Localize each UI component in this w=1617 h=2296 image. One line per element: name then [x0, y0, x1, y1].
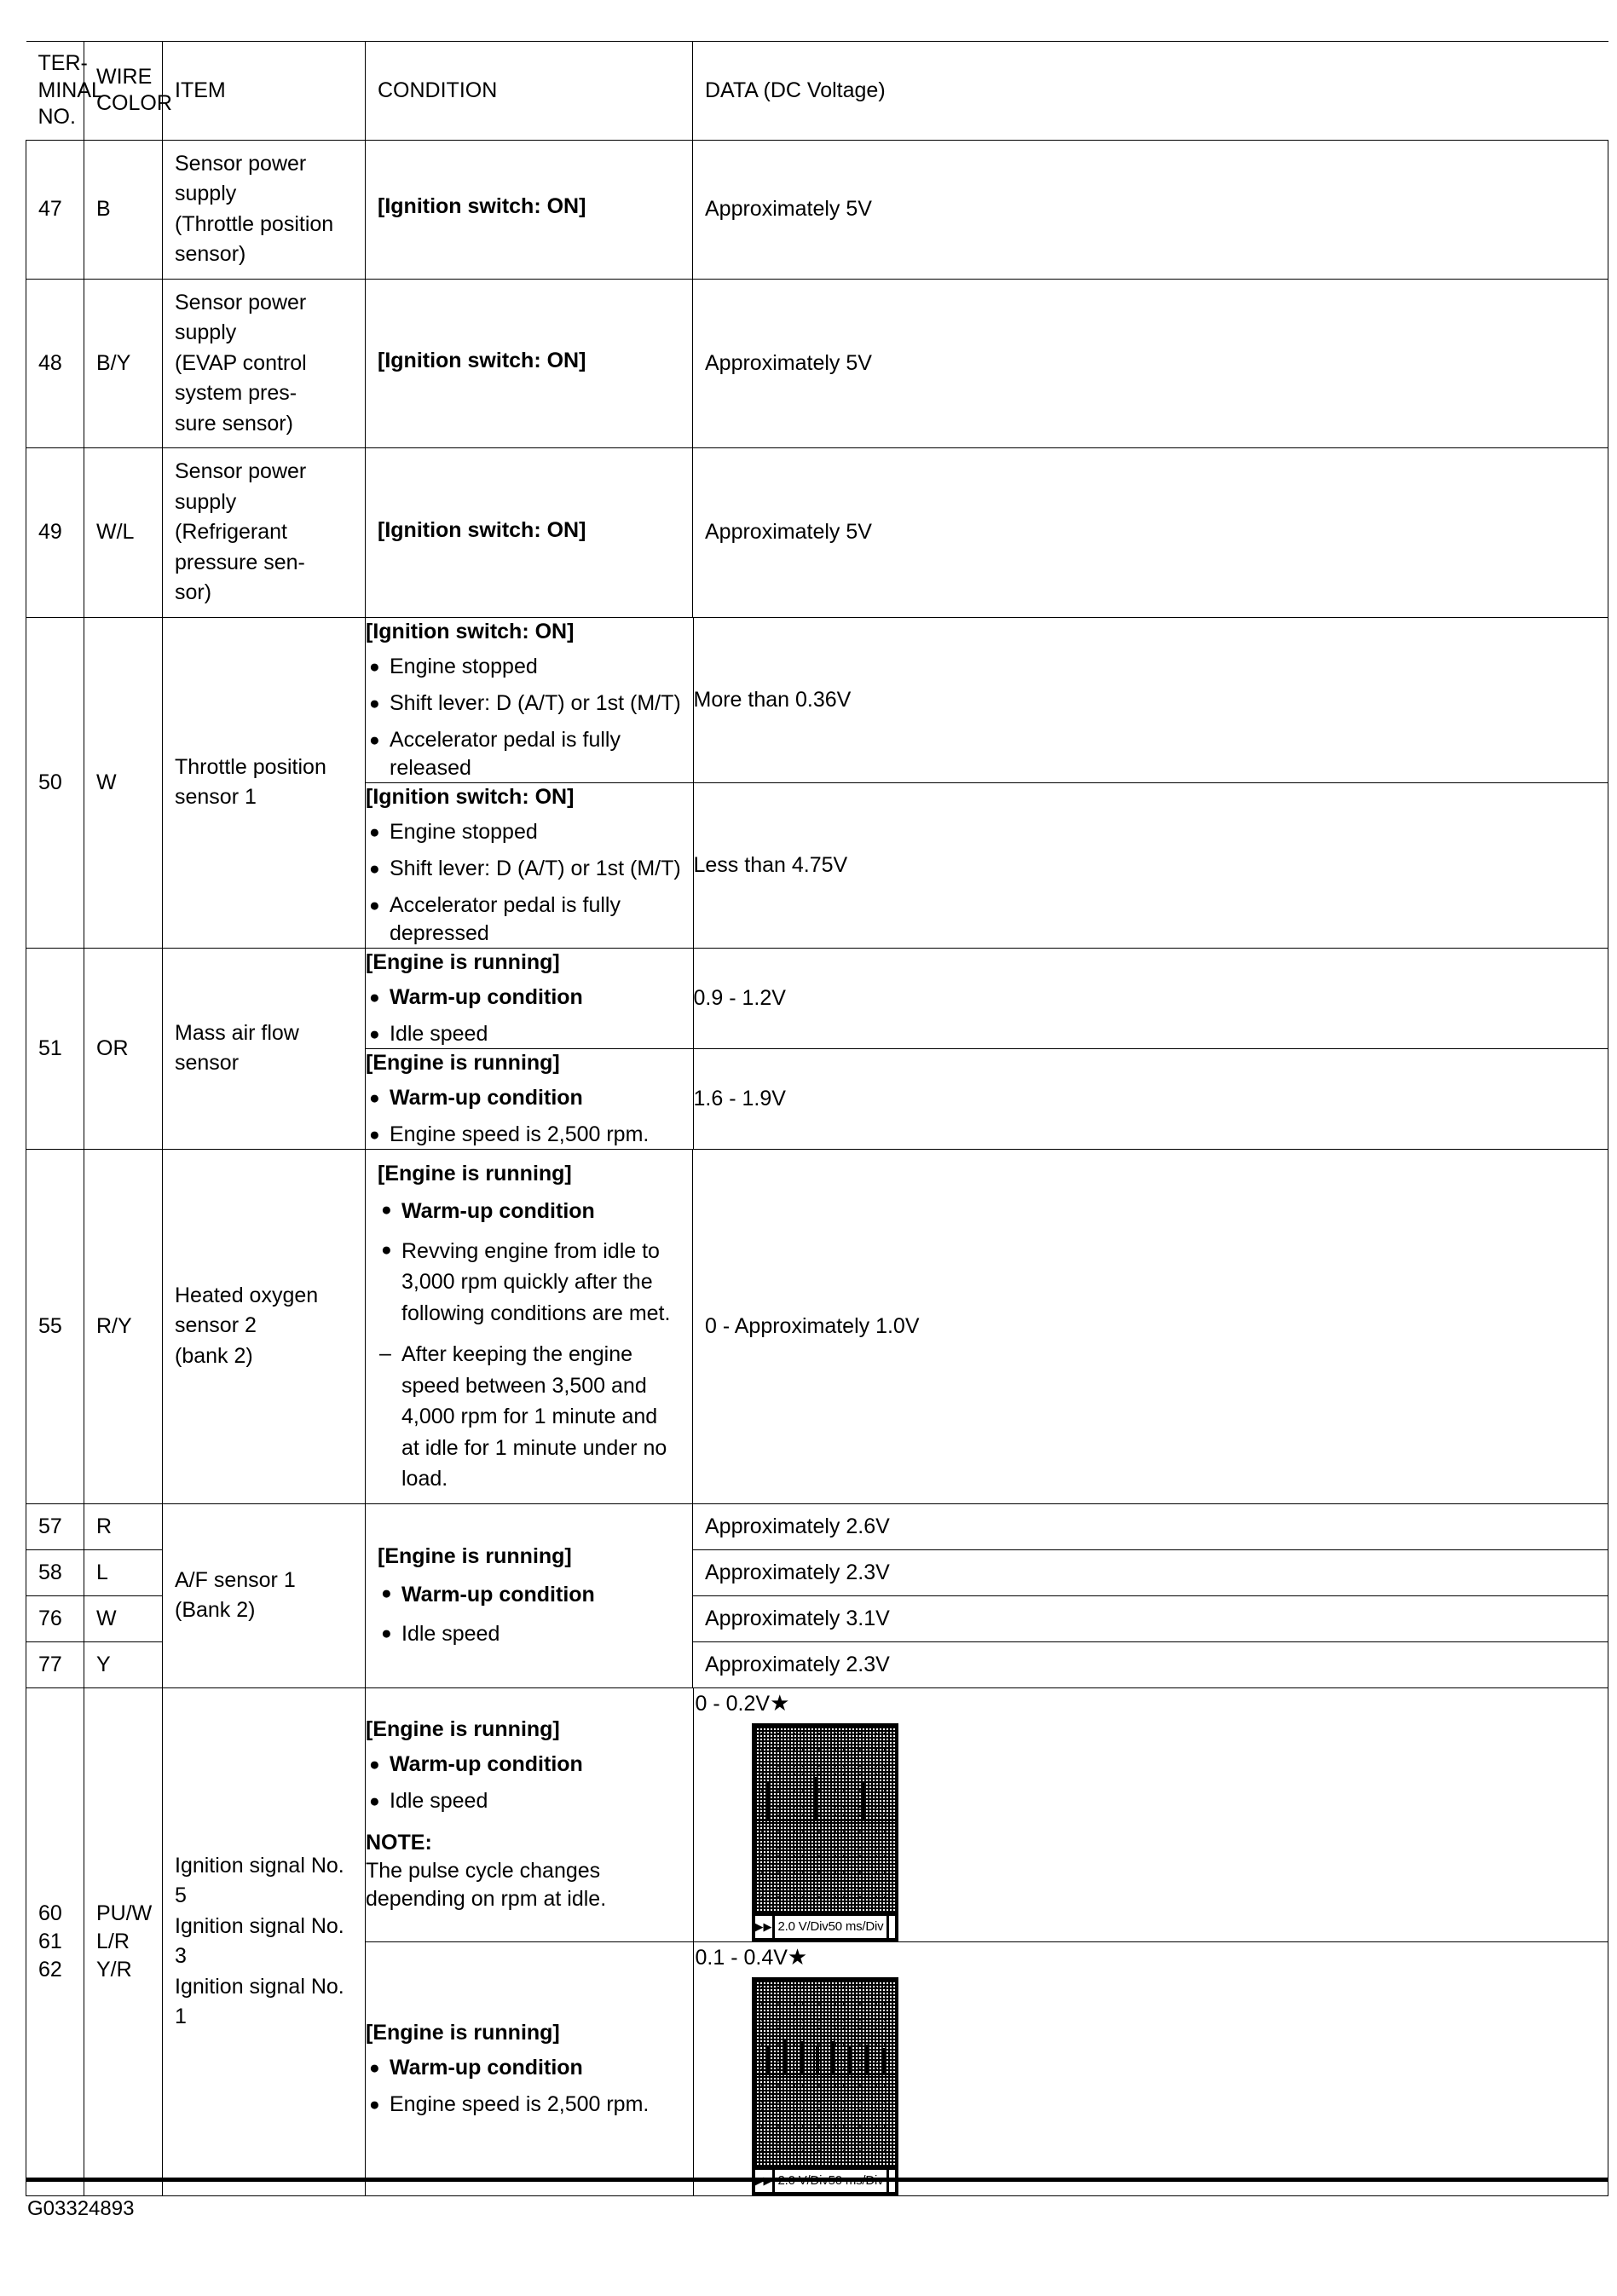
table-row [26, 617, 1608, 948]
condition-data-stack [366, 1687, 1608, 2195]
table-row [26, 140, 1608, 279]
item-line: Ignition signal No. 5 [175, 1853, 344, 1907]
list-item [378, 1618, 680, 1650]
scope-scale [775, 1916, 887, 1938]
waveform-pulse [861, 1782, 864, 1820]
waveform-pulse [816, 2046, 819, 2074]
list-item [366, 1751, 693, 1779]
header-data: DATA (DC Voltage) [693, 42, 1608, 141]
bullet-icon: ● [369, 1791, 380, 1812]
condition-bullet-list [366, 1084, 693, 1149]
bullet-text: Accelerator pedal is fully depressed [390, 892, 621, 945]
terminal-no: 76 [26, 1595, 84, 1641]
waveform-block [694, 1942, 1609, 2195]
bullet-text: Warm-up condition [401, 1582, 595, 1607]
terminal-no: 50 [26, 617, 84, 948]
bullet-icon: ● [381, 1200, 392, 1220]
oscilloscope-image [752, 1723, 898, 1941]
bullet-icon: ● [369, 2057, 380, 2078]
condition-heading: [Ignition switch: ON] [378, 517, 586, 542]
spec-table [26, 41, 1608, 2196]
terminal-no: 49 [26, 448, 84, 618]
bullet-icon: ● [369, 656, 380, 677]
oscilloscope-image [752, 1977, 898, 2195]
data-value: Approximately 5V [693, 448, 1608, 618]
header-terminal-line-2: MINAL [38, 78, 103, 102]
scope-screen [755, 1727, 895, 1912]
bullet-text: Idle speed [390, 1021, 488, 1046]
item-line: Sensor power supply [175, 459, 307, 514]
item-line: Heated oxygen sensor 2 [175, 1283, 319, 1338]
dash-icon: – [379, 1341, 391, 1365]
list-item [378, 1236, 680, 1330]
data-value: 1.6 - 1.9V [693, 1048, 1608, 1149]
bullet-icon: ● [369, 1755, 380, 1775]
table-row [26, 448, 1608, 618]
bullet-icon: ● [369, 730, 380, 750]
star-icon: ★ [787, 1943, 808, 1970]
stop-icon [886, 1916, 894, 1938]
ecm-terminal-spec-table [26, 41, 1608, 2196]
table-row [26, 948, 1608, 1149]
item-description [163, 448, 366, 618]
waveform-pulse [864, 2045, 868, 2074]
header-wire-line-2: COLOR [96, 91, 172, 116]
bullet-icon: ● [369, 822, 380, 842]
condition-heading: [Engine is running] [378, 1544, 572, 1569]
condition-bullet-list [366, 2054, 693, 2119]
table-header-row [26, 42, 1608, 141]
table-row [26, 1503, 1608, 1549]
scope-footer [755, 1912, 895, 1938]
condition-heading: [Engine is running] [366, 1717, 560, 1741]
condition-heading: [Engine is running] [366, 1050, 560, 1075]
wire-color: W [84, 1595, 163, 1641]
terminal-no: 77 [26, 1641, 84, 1687]
terminal-no: 55 [26, 1149, 84, 1503]
data-value: Approximately 2.3V [693, 1641, 1608, 1687]
bullet-icon: ● [381, 1584, 392, 1603]
bullet-icon: ● [369, 858, 380, 879]
waveform-pulse [800, 2041, 803, 2074]
data-value: Approximately 5V [693, 279, 1608, 448]
condition-heading: [Engine is running] [378, 1161, 572, 1185]
table-row [26, 1149, 1608, 1503]
table-row [26, 279, 1608, 448]
list-item [366, 891, 693, 948]
condition-heading: [Ignition switch: ON] [366, 784, 575, 809]
wire-color: L/R [96, 1929, 130, 1953]
list-item [366, 1121, 693, 1149]
bullet-text: Warm-up condition [390, 1085, 583, 1110]
sub-row [366, 618, 1608, 783]
header-wire-color [84, 42, 172, 141]
bullet-text: Engine speed is 2,500 rpm. [390, 1122, 650, 1146]
terminal-no-group [26, 1687, 84, 2195]
volts-per-div: 2.0 V/Div [777, 1918, 829, 1934]
play-icon: ▶▶ [755, 1916, 775, 1938]
sub-row [366, 949, 1608, 1049]
condition-bullet-list [366, 1751, 693, 1815]
wire-color: OR [84, 948, 163, 1149]
sub-row [366, 1688, 1608, 1942]
bullet-icon: ● [381, 1239, 392, 1260]
bullet-icon: ● [369, 2094, 380, 2114]
list-item [366, 1787, 693, 1815]
terminal-no: 62 [38, 1957, 62, 1982]
waveform-pulse [765, 1782, 769, 1820]
sub-row [366, 782, 1608, 948]
condition-heading: [Ignition switch: ON] [378, 194, 586, 219]
list-item [366, 2091, 693, 2119]
list-item [366, 2054, 693, 2082]
bullet-text: Warm-up condition [390, 1752, 583, 1776]
header-terminal-line-1: TER- [38, 51, 88, 75]
data-value-label [696, 1688, 1609, 1718]
list-item [366, 726, 693, 782]
list-item [366, 1020, 693, 1048]
waveform-pulse [783, 2039, 787, 2074]
wire-color: B/Y [84, 279, 163, 448]
header-condition: CONDITION [366, 42, 693, 141]
data-value: Approximately 5V [693, 140, 1608, 279]
data-value: Approximately 2.3V [693, 1549, 1608, 1595]
item-line: (EVAP control system pres- [175, 350, 307, 405]
condition-heading: [Engine is running] [366, 949, 560, 974]
bullet-text: Revving engine from idle to 3,000 rpm quickly after the following conditions are met. [401, 1238, 671, 1325]
bullet-icon: ● [369, 895, 380, 915]
header-terminal-line-3: NO. [38, 105, 76, 129]
bullet-text: Warm-up condition [390, 984, 583, 1009]
note-text: The pulse cycle changes depending on rpm at idle. [366, 1859, 607, 1911]
bullet-text: Idle speed [390, 1789, 488, 1813]
bullet-text: After keeping the engine speed between 3,500 and 4,000 rpm for 1 minute and at idle for 1 minute under no load. [401, 1342, 667, 1491]
star-icon: ★ [770, 1689, 790, 1716]
condition-heading: [Ignition switch: ON] [378, 349, 586, 372]
item-description [163, 140, 366, 279]
condition-bullet-list [366, 984, 693, 1048]
data-value: 0 - Approximately 1.0V [693, 1149, 1608, 1503]
wire-color: W/L [84, 448, 163, 618]
list-item [366, 689, 693, 718]
condition-cell [366, 782, 693, 948]
item-description [163, 279, 366, 448]
data-value: More than 0.36V [693, 618, 1608, 783]
condition-cell [366, 1149, 693, 1503]
scope-midline [755, 2074, 895, 2075]
condition-cell [366, 279, 693, 448]
sub-row [366, 1941, 1608, 2195]
wire-color: R [84, 1503, 163, 1549]
footer-code: G03324893 [27, 2197, 135, 2220]
header-item: ITEM [163, 42, 366, 141]
bullet-icon: ● [369, 1124, 380, 1145]
item-line: (Throttle position sensor) [175, 211, 334, 266]
list-item [366, 855, 693, 883]
bullet-icon: ● [369, 987, 380, 1007]
condition-data-stack [366, 948, 1608, 1149]
data-value: 0.9 - 1.2V [693, 949, 1608, 1049]
waveform-pulse [848, 2046, 852, 2074]
bullet-text: Idle speed [401, 1622, 500, 1647]
condition-heading: [Engine is running] [366, 2020, 560, 2045]
item-line: sure sensor) [175, 411, 293, 436]
terminal-no: 48 [26, 279, 84, 448]
waveform-pulse [767, 2046, 771, 2074]
sub-condition-table [366, 949, 1608, 1149]
condition-heading: [Ignition switch: ON] [366, 619, 575, 643]
item-line: sor) [175, 580, 212, 604]
list-item [366, 818, 693, 846]
waveform-pulse [813, 1777, 817, 1820]
list-item [366, 653, 693, 681]
item-line: (Refrigerant pressure sen- [175, 520, 305, 574]
wire-color: L [84, 1549, 163, 1595]
list-item [378, 1196, 680, 1227]
data-value: Approximately 3.1V [693, 1595, 1608, 1641]
data-waveform-cell [693, 1941, 1608, 2195]
condition-bullet-list [378, 1579, 680, 1650]
wire-color: R/Y [84, 1149, 163, 1503]
bullet-text: Engine speed is 2,500 rpm. [390, 2091, 650, 2116]
item-description: Mass air flow sensor [163, 948, 366, 1149]
wire-color: Y/R [96, 1957, 132, 1982]
scope-screen [755, 1981, 895, 2166]
table-row [26, 1687, 1608, 2195]
header-terminal-no [26, 42, 103, 141]
item-line: Ignition signal No. 3 [175, 1913, 344, 1968]
wire-color: Y [84, 1641, 163, 1687]
condition-cell [366, 1503, 693, 1687]
list-item [366, 984, 693, 1012]
condition-bullet-list [366, 653, 693, 782]
bullet-icon: ● [381, 1623, 392, 1643]
bullet-text: Engine stopped [390, 819, 538, 844]
condition-bullet-list [378, 1196, 680, 1495]
data-value: Less than 4.75V [693, 782, 1608, 948]
terminal-no: 51 [26, 948, 84, 1149]
data-waveform-cell [693, 1688, 1608, 1942]
list-item [378, 1579, 680, 1611]
wire-color: PU/W [96, 1901, 153, 1925]
item-line: (bank 2) [175, 1343, 253, 1368]
bullet-text: Shift lever: D (A/T) or 1st (M/T) [390, 856, 681, 880]
condition-cell [366, 1048, 693, 1149]
bullet-text: Engine stopped [390, 654, 538, 678]
wire-color-group [84, 1687, 163, 2195]
list-item [378, 1339, 680, 1495]
bullet-text: Warm-up condition [401, 1199, 595, 1223]
list-item [366, 1084, 693, 1112]
condition-cell [366, 949, 693, 1049]
scope-midline [755, 1820, 895, 1821]
condition-cell [366, 448, 693, 618]
item-line: Sensor power supply [175, 151, 307, 205]
bullet-text: Accelerator pedal is fully released [390, 727, 621, 780]
waveform-pulse [883, 2048, 886, 2074]
sub-row [366, 1048, 1608, 1149]
terminal-no: 61 [38, 1929, 62, 1953]
waveform-block [694, 1688, 1609, 1941]
bullet-text: Warm-up condition [390, 2055, 583, 2080]
data-value: 0 - 0.2V [695, 1691, 771, 1716]
item-description: Throttle position sensor 1 [163, 617, 366, 948]
item-description-group [163, 1687, 366, 2195]
condition-data-stack [366, 617, 1608, 948]
condition-cell [366, 140, 693, 279]
condition-cell [366, 1688, 693, 1942]
terminal-no: 57 [26, 1503, 84, 1549]
time-per-div: 50 ms/Div [828, 1918, 884, 1934]
bullet-icon: ● [369, 1087, 380, 1108]
bullet-icon: ● [369, 693, 380, 713]
condition-cell [366, 1941, 693, 2195]
data-value-label [696, 1942, 1609, 1972]
wire-color: W [84, 617, 163, 948]
data-value: Approximately 2.6V [693, 1503, 1608, 1549]
bullet-text: Shift lever: D (A/T) or 1st (M/T) [390, 690, 681, 715]
item-description: A/F sensor 1 (Bank 2) [163, 1503, 366, 1687]
wire-color: B [84, 140, 163, 279]
terminal-no: 60 [38, 1901, 62, 1925]
note-label: NOTE: [366, 1831, 432, 1855]
terminal-no: 58 [26, 1549, 84, 1595]
header-wire-line-1: WIRE [96, 64, 153, 89]
condition-bullet-list [366, 818, 693, 948]
item-line: Ignition signal No. 1 [175, 1974, 344, 2028]
item-line: Sensor power supply [175, 290, 307, 344]
bullet-icon: ● [369, 1024, 380, 1044]
data-value: 0.1 - 0.4V [695, 1945, 788, 1970]
item-description [163, 1149, 366, 1503]
sub-condition-table [366, 1688, 1608, 2195]
sub-condition-table [366, 618, 1608, 948]
waveform-pulse [832, 2041, 835, 2074]
table-bottom-rule [26, 2178, 1608, 2182]
condition-cell [366, 618, 693, 783]
terminal-no: 47 [26, 140, 84, 279]
